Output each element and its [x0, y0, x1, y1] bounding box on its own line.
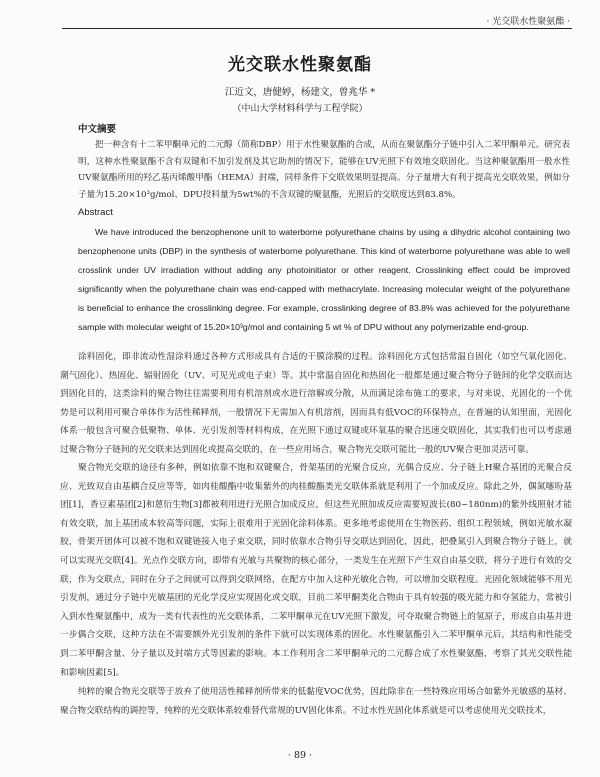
- body-paragraph-1: 涂料固化，即非流动性湿涂料通过各种方式形成具有合适的干膜涂膜的过程。涂料固化方式包括常温自固化（如空气氧化固化、潮气固化）、热固化、辐射固化（UV、可见光或电子束）等。其中常温自固化和热固化一般都是通过聚合物分子链间的化学交联而达到固化目的，这类涂料的聚合物往往需要利用有机溶剂或水进行溶解或分散，从而满足涂布施工的要求，与对来说，光固化的一个优势是可以利用可聚合单体作为活性稀释剂，一般情况下无需加入有机溶剂，因而具有低VOC的环保特点，在普遍的认知里面，光固化体系一般包含可聚合低聚物、单体、光引发剂等材料构成，在光照下通过双键或环氧基的聚合迅速交联固化，其实我们也可以考虑通过聚合物分子链间的光交联来达到固化或提高交联的，在一些应用场合，聚合物光交联可能比一般的UV聚合更加灵活可靠。: [60, 352, 572, 455]
- article-title: 光交联水性聚氨酯: [228, 55, 372, 75]
- page-number: · 89 ·: [287, 750, 313, 761]
- chinese-abstract-heading: 中文摘要: [78, 124, 117, 135]
- english-abstract-text: We have introduced the benzophenone unit to waterborne polyurethane chains by using a dihydric alcohol containing two benzophenone units (DBP) in the synthesis of waterborne polyurethane. This kind of waterborne polyurethane was able to well crosslink under UV irradiation without adding any photoinitiator or other reagent. Crosslinking effect could be improved significantly when the polyurethane chain was end-capped with methacrylate. Increasing molecular weight of the polyurethane is beneficial to enhance the crosslinking degree. For example, crosslinking degree of 83.8% was achieved for the polyurethane sample with molecular weight of 15.20×10³g/mol and containing 5 wt % of DPU without any polymerizable end-group.: [78, 227, 570, 332]
- article-affiliation: （中山大学材料科学与工程学院）: [232, 104, 368, 114]
- header-rule: [62, 28, 572, 29]
- running-header: · 光交联水性聚氨酯 ·: [486, 17, 570, 27]
- body-paragraph-3: 纯粹的聚合物光交联等于放弃了使用活性稀释剂所带来的低黏度VOC优势，因此除非在一些特殊应用场合如紫外光敏感的基材、聚合物交联结构的调控等，纯粹的光交联体系较难替代常规的UV固化体系。不过水性光固化体系就是可以考虑使用光交联技术，: [60, 687, 572, 716]
- english-abstract-heading: Abstract: [78, 207, 113, 218]
- chinese-abstract-text: 把一种含有十二苯甲酮单元的二元醇（简称DBP）用于水性聚氨酯的合成，从而在聚氨酯分子链中引入二苯甲酮单元。研究表明，这种水性聚氨酯不含有双键和不加引发剂及其它助剂的情况下，能够在UV光照下有效地交联固化。当这种聚氨酯用一般水性UV聚氨酯所用的羟乙基丙烯酸甲酯（HEMA）封端，同样条件下交联效果明显提高。分子量增大有利于提高光交联效果，例如分子量为15.20×10³g/mol、DPU投料量为5wt%的不含双键的聚氨酯，光照后的交联度达到83.8%。: [78, 140, 570, 200]
- article-authors: 江近文，唐健婷，杨建文，曾兆华 *: [224, 87, 376, 98]
- body-paragraph-2: 聚合物光交联的途径有多种，例如依靠不饱和双键聚合，骨架基团的光聚合反应，光偶合反应、分子链上H聚合基团的光聚合反应、光致双自由基耦合反应等等，如肉桂酸酯中收集紫外的肉桂酸酯类光交联体系就是利用了一个加成反应。除此之外，偶氮噻吩基团[1]，香豆素基团[2]和蒽衍生物[3]都被利用进行光照合加成反应，但这些光照加成反应需要短波长(80~180nm)的紫外线照射才能有效交联，加上基团成本较高等问题，实际上很难用于光固化涂料体系。更多地考虑使用在生物医药、组织工程领域，例如光敏水凝胶，骨架开团体可以被不饱和双键链接入电子束交联，同时依靠水合物引导交联达到固化，因此，把叠氮引入到聚合物分子链上，就可以实现光交联[4]。光点作交联方向，即带有光敏与共聚物的核心部分，一类发生在光照下产生双自由基交联，将分子进行有效的交联，作为交联点，同时在分子之间就可以得到交联网络，在配方中加入这种光敏化合物，可以增加交联程度。光固化领域能够不用光引发剂，通过分子链中光敏基团的光化学反应实现固化或交联，目前二苯甲酮类化合物由于具有较强的吸光能力和夺氢能力，常被引入到水性聚氨酯中，成为一类有代表性的光交联体系，二苯甲酮单元在UV光照下激发，可夺取聚合物链上的氢原子，形成自由基并进一步偶合交联，这种方法在不需要额外光引发剂的条件下就可以实现体系的固化。水性聚氨酯引入二苯甲酮单元后，其结构和性能受到二苯甲酮含量、分子量以及封端方式等因素的影响。本工作利用含二苯甲酮单元的二元醇合成了水性聚氨酯，考察了其光交联性能和影响因素[5]。: [60, 463, 572, 678]
